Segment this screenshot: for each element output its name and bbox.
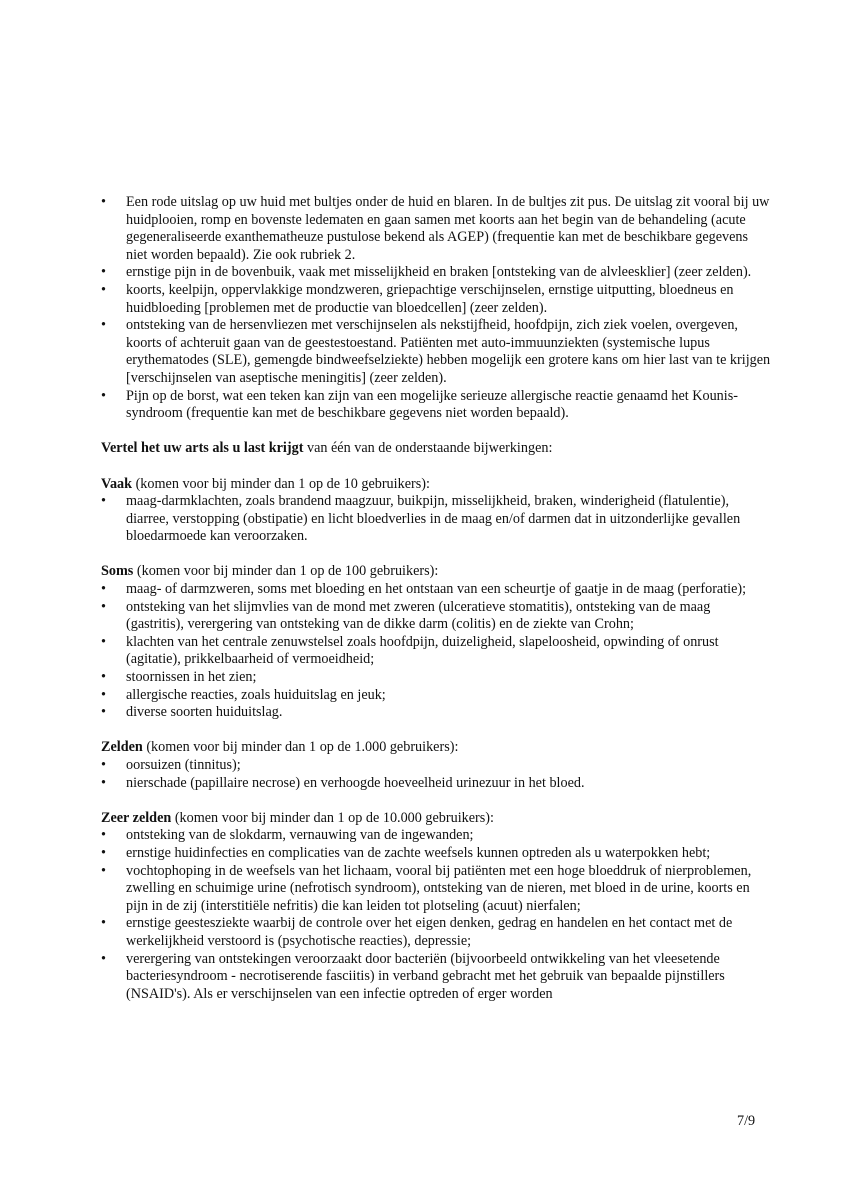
section-title: Zelden xyxy=(101,739,143,756)
section-list-soms xyxy=(101,581,771,722)
spacer xyxy=(101,792,771,810)
section-list-zeer-zelden xyxy=(101,827,771,1003)
list-item: • ontsteking van de hersenvliezen met verschijnselen als nekstijfheid, hoofdpijn, zich ziek voelen, overgeven, koorts of achteruit gaan van de geestestoestand. Patiënten met auto-immuunziekten (systemische lupus erythematodes (SLE), gemengde bindweefselziekte) hebben mogelijk een grotere kans om hier last van te krijgen [verschijnselen van aseptische meningitis] (zeer zelden). xyxy=(101,317,771,387)
list-item: • maag- of darmzweren, soms met bloeding en het ontstaan van een scheurtje of gaatje in de maag (perforatie); xyxy=(101,581,771,599)
section-title: Soms xyxy=(101,563,134,580)
document-body xyxy=(101,194,771,1003)
list-item: • ernstige huidinfecties en complicaties van de zachte weefsels kunnen optreden als u waterpokken hebt; xyxy=(101,845,771,863)
section-subtitle: (komen voor bij minder dan 1 op de 1.000 gebruikers): xyxy=(142,739,459,756)
section-heading-soms xyxy=(101,563,771,581)
intro-bold: Vertel het uw arts als u last krijgt xyxy=(101,440,304,457)
list-item: • Pijn op de borst, wat een teken kan zijn van een mogelijke serieuze allergische reactie genaamd het Kounis-syndroom (frequentie kan met de beschikbare gegevens niet worden bepaald). xyxy=(101,388,771,423)
list-item: • verergering van ontstekingen veroorzaakt door bacteriën (bijvoorbeeld ontwikkeling van het vleesetende bacteriesyndroom - necrotiserende fasciitis) in verband gebracht met het gebruik van bepaalde pijnstillers (NSAID's). Als er verschijnselen van een infectie optreden of erger worden xyxy=(101,951,771,1004)
spacer xyxy=(101,722,771,740)
list-item: • vochtophoping in de weefsels van het lichaam, vooral bij patiënten met een hoge bloeddruk of nierproblemen, zwelling en schuimige urine (nefrotisch syndroom), ontsteking van de nieren, met bloed in de urine, koorts en pijn in de zij (interstitiële nefritis) die kan leiden tot plotseling (acuut) nierfalen; xyxy=(101,863,771,916)
section-heading-zeer-zelden xyxy=(101,810,771,828)
list-item: • koorts, keelpijn, oppervlakkige mondzweren, griepachtige verschijnselen, ernstige uitputting, bloedneus en huidbloeding [problemen met de productie van bloedcellen] (zeer zelden). xyxy=(101,282,771,317)
list-item: • ernstige geestesziekte waarbij de controle over het eigen denken, gedrag en handelen en het contact met de werkelijkheid verstoord is (psychotische reacties), depressie; xyxy=(101,915,771,950)
list-item: • klachten van het centrale zenuwstelsel zoals hoofdpijn, duizeligheid, slapeloosheid, opwinding of onrust (agitatie), prikkelbaarheid of vermoeidheid; xyxy=(101,634,771,669)
section-title: Zeer zelden xyxy=(101,809,172,826)
section-subtitle: (komen voor bij minder dan 1 op de 10.000 gebruikers): xyxy=(171,809,494,826)
section-subtitle: (komen voor bij minder dan 1 op de 100 gebruikers): xyxy=(133,563,439,580)
list-item: • ontsteking van de slokdarm, vernauwing van de ingewanden; xyxy=(101,827,771,845)
spacer xyxy=(101,423,771,441)
list-item: • ontsteking van het slijmvlies van de mond met zweren (ulceratieve stomatitis), ontsteking van de maag (gastritis), verergering van ontsteking van de dikke darm (colitis) en de ziekte van Crohn; xyxy=(101,599,771,634)
section-subtitle: (komen voor bij minder dan 1 op de 10 gebruikers): xyxy=(132,475,430,492)
top-bullet-list xyxy=(101,194,771,423)
list-item: • maag-darmklachten, zoals brandend maagzuur, buikpijn, misselijkheid, braken, winderigheid (flatulentie), diarree, verstopping (obstipatie) en licht bloedverlies in de maag en/of darmen dat in uitzonderlijke gevallen bloedarmoede kan veroorzaken. xyxy=(101,493,771,546)
section-heading-vaak xyxy=(101,476,771,494)
list-item: • diverse soorten huiduitslag. xyxy=(101,704,771,722)
page-number: 7/9 xyxy=(737,1113,756,1129)
intro-text: van één van de onderstaande bijwerkingen: xyxy=(303,440,553,457)
intro-paragraph xyxy=(101,440,771,458)
spacer xyxy=(101,458,771,476)
spacer xyxy=(101,546,771,564)
list-item: • nierschade (papillaire necrose) en verhoogde hoeveelheid urinezuur in het bloed. xyxy=(101,775,771,793)
section-title: Vaak xyxy=(101,475,133,492)
section-heading-zelden xyxy=(101,739,771,757)
list-item: • Een rode uitslag op uw huid met bultjes onder de huid en blaren. In de bultjes zit pus. De uitslag zit vooral bij uw huidplooien, romp en bovenste ledematen en gaan samen met koorts aan het begin van de behandeling (acute gegeneraliseerde exanthematheuze pustulose bekend als AGEP) (frequentie kan met de beschikbare gegevens niet worden bepaald). Zie ook rubriek 2. xyxy=(101,194,771,264)
list-item: • ernstige pijn in de bovenbuik, vaak met misselijkheid en braken [ontsteking van de alvleesklier] (zeer zelden). xyxy=(101,264,771,282)
section-list-zelden xyxy=(101,757,771,792)
list-item: • oorsuizen (tinnitus); xyxy=(101,757,771,775)
list-item: • stoornissen in het zien; xyxy=(101,669,771,687)
section-list-vaak xyxy=(101,493,771,546)
list-item: • allergische reacties, zoals huiduitslag en jeuk; xyxy=(101,687,771,705)
